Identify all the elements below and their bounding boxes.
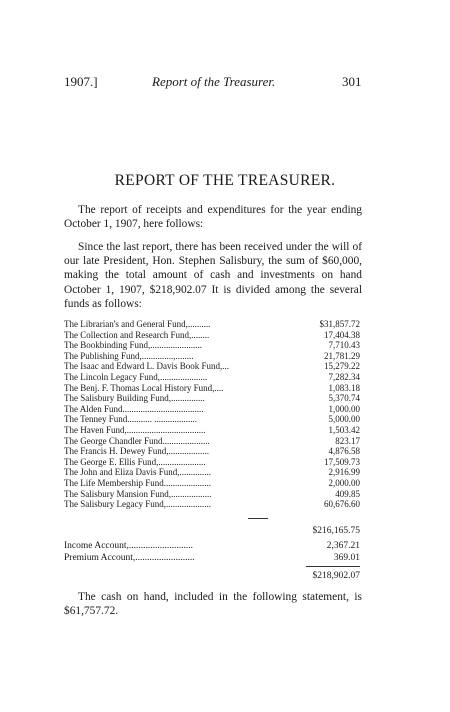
fund-name: The George Chandler Fund..................... [64, 435, 210, 446]
fund-name: The Collection and Research Fund,........ [64, 329, 210, 340]
funds-table [64, 319, 360, 510]
bequest-paragraph [64, 240, 362, 311]
fund-amount: 1,503.42 [328, 424, 360, 435]
fund-amount: 409.85 [335, 488, 360, 499]
fund-name: The Bookbinding Fund,....................... [64, 340, 203, 351]
table-row [64, 436, 360, 447]
sum-rule [248, 518, 268, 519]
table-row [64, 340, 360, 351]
table-row [64, 489, 360, 500]
fund-name: The Haven Fund,................................... [64, 424, 206, 435]
intro-text: The report of receipts and expenditures for the year ending October 1, 1907, here follows: [64, 204, 362, 231]
fund-amount: 4,876.58 [328, 446, 360, 457]
table-row [64, 361, 360, 372]
account-row [64, 540, 360, 552]
fund-amount: 2,000.00 [328, 477, 360, 488]
table-row [64, 330, 360, 341]
fund-name: The Life Membership Fund..................... [64, 477, 211, 488]
table-row [64, 499, 360, 510]
fund-amount: 1,000.00 [328, 403, 360, 414]
account-amount: 2,367.21 [326, 541, 360, 551]
fund-amount: 7,282.34 [328, 371, 360, 382]
fund-name: The Publishing Fund,..............,........ [64, 350, 194, 361]
cash-on-hand-paragraph [64, 590, 362, 618]
fund-amount: 17,404.38 [324, 329, 360, 340]
table-row [64, 478, 360, 489]
fund-name: The Lincoln Legacy Fund,..................... [64, 371, 208, 382]
table-row [64, 393, 360, 404]
account-row [64, 552, 360, 564]
bequest-text: Since the last report, there has been received under the will of our late President, Hon. Stephen Salisbury, the sum of $60,000, making the total amount of cash and investments on hand October 1, 1907, $218,902.07 It is divided among the several funds as follows: [64, 241, 362, 310]
fund-name: The Benj. F. Thomas Local History Fund,.... [64, 382, 224, 393]
running-header-title: Report of the Treasurer. [152, 74, 276, 89]
account-name: Premium Account,......................... [64, 553, 195, 563]
fund-amount: 1,083.18 [328, 382, 360, 393]
table-row [64, 457, 360, 468]
fund-name: The Tenney Fund........... ................... [64, 414, 197, 425]
account-amount: 369.01 [333, 553, 360, 563]
table-row [64, 425, 360, 436]
total-rule [306, 566, 360, 567]
fund-name: The Isaac and Edward L. Davis Book Fund,... [64, 361, 229, 372]
table-row [64, 467, 360, 478]
fund-amount: 60,676.60 [324, 499, 360, 510]
table-row [64, 319, 360, 330]
fund-name: The John and Eliza Davis Fund,.............. [64, 467, 211, 478]
fund-amount: 823.17 [335, 435, 360, 446]
table-row [64, 351, 360, 362]
fund-name: The Francis H. Dewey Fund,.................. [64, 446, 209, 457]
table-row [64, 414, 360, 425]
fund-amount: 21,781.29 [324, 350, 360, 361]
table-row [64, 404, 360, 415]
fund-amount: 5,370.74 [328, 393, 360, 404]
fund-amount: $31,857.72 [319, 319, 360, 329]
account-name: Income Account,........................... [64, 541, 194, 551]
fund-amount: 17,509.73 [324, 456, 360, 467]
fund-name: The Salisbury Building Fund,............... [64, 393, 205, 404]
table-row [64, 446, 360, 457]
fund-name: The Salisbury Legacy Fund,.................... [64, 499, 211, 510]
table-row [64, 383, 360, 394]
page-number: 301 [342, 74, 362, 89]
fund-amount: 5,000.00 [328, 414, 360, 425]
intro-paragraph [64, 203, 362, 231]
cash-on-hand-text: The cash on hand, included in the following statement, is $61,757.72. [64, 591, 362, 618]
fund-name: The George E. Ellis Fund,..................... [64, 456, 206, 467]
fund-amount: 15,279.22 [324, 361, 360, 372]
fund-name: The Salisbury Mansion Fund,.................. [64, 488, 212, 499]
funds-subtotal: $216,165.75 [312, 526, 360, 536]
fund-amount: 7,710.43 [328, 340, 360, 351]
table-row [64, 372, 360, 383]
report-title: REPORT OF THE TREASURER. [114, 172, 336, 189]
fund-name: The Alden Fund.................................... [64, 403, 204, 414]
grand-total: $218,902.07 [312, 571, 360, 581]
running-header-year: 1907.] [64, 74, 98, 89]
fund-amount: 2,916.99 [328, 467, 360, 478]
fund-name: The Librarian's and General Fund,.......... [64, 319, 211, 329]
